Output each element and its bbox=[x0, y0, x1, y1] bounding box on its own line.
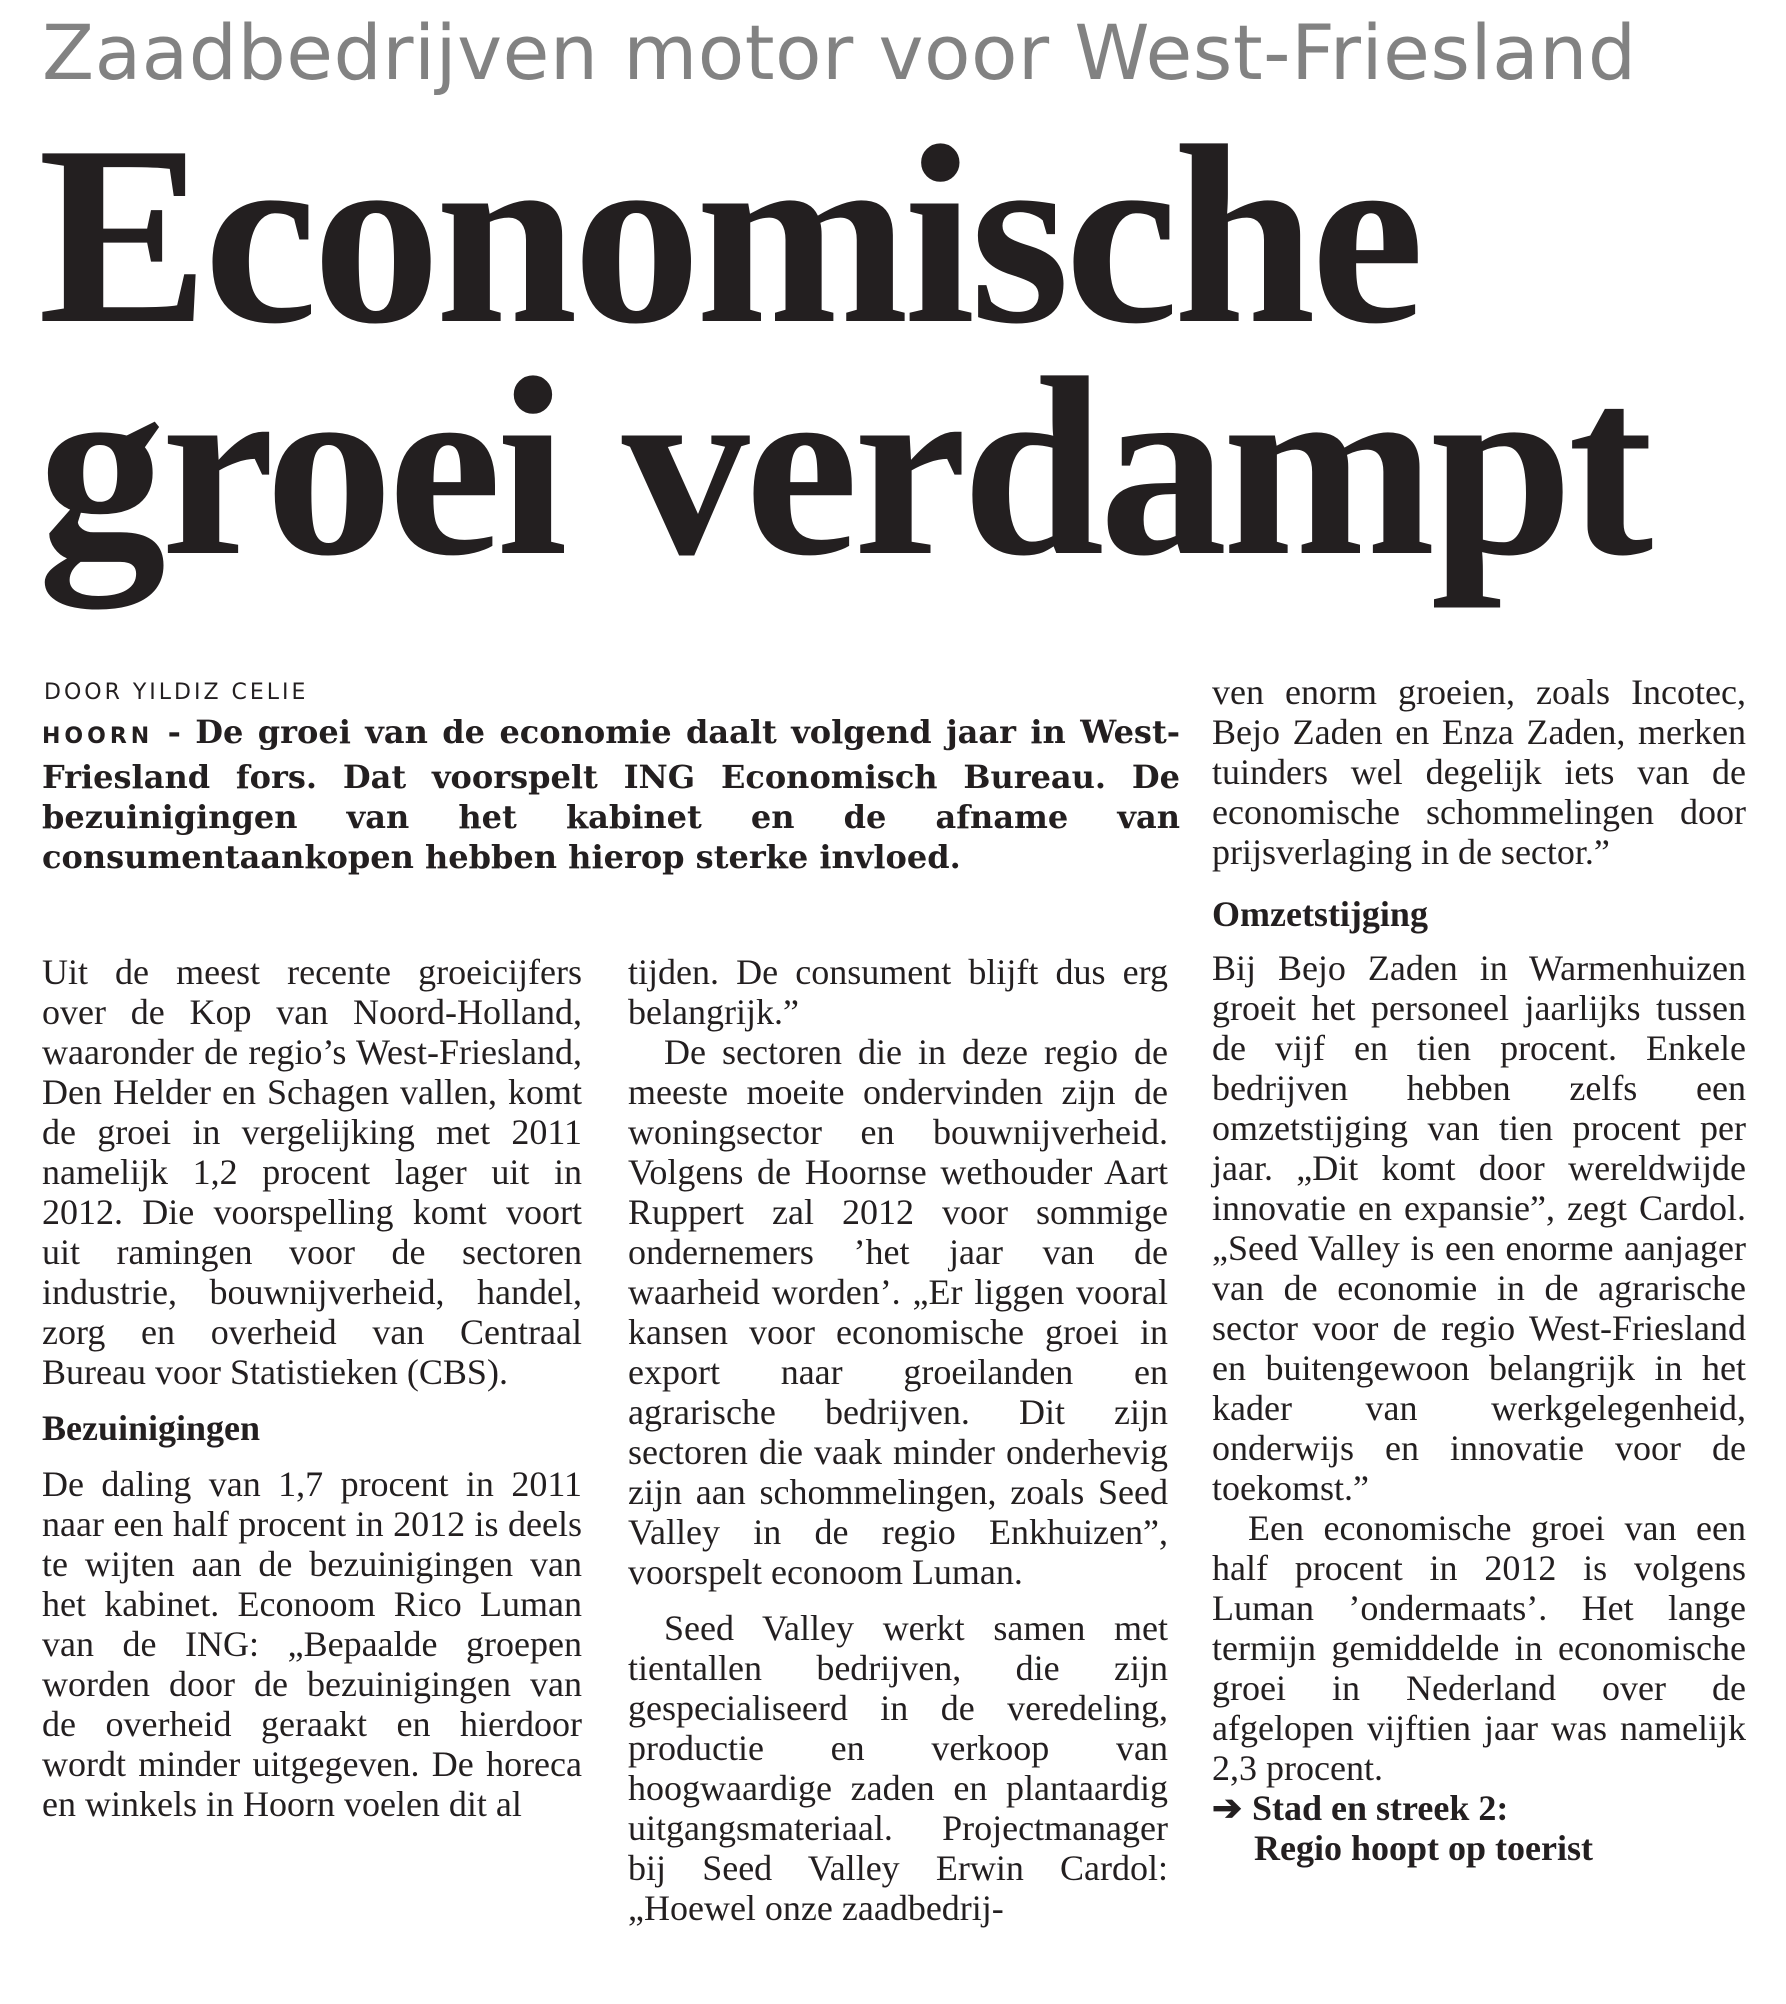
arrow-right-icon: ➔ bbox=[1212, 1788, 1243, 1828]
col2-paragraph-3: Seed Valley werkt samen met tientallen bedrijven, die zijn gespecialiseerd in de veredeling, productie en verkoop van hoogwaardige zaden en plantaardig uitgangsmateriaal. Projectmanager bij Seed Valley Erwin Cardol: „Hoewel onze zaadbedrij- bbox=[628, 1608, 1168, 1928]
kicker: Zaadbedrijven motor voor West-Friesland bbox=[42, 8, 1637, 97]
intro-text: - De groei van de economie daalt volgend jaar in West-Friesland fors. Dat voorspelt ING Economisch Bureau. De bezuinigingen van het kabinet en de afname van consumentaankopen hebben hierop sterke invloed. bbox=[42, 713, 1180, 876]
subhead-omzetstijging: Omzetstijging bbox=[1212, 894, 1428, 934]
cross-reference-title: Regio hoopt op toerist bbox=[1254, 1828, 1593, 1868]
col3-paragraph-1: ven enorm groeien, zoals Incotec, Bejo Zaden en Enza Zaden, merken tuinders wel degelijk iets van de economische schommelingen door prijsverlaging in de sector.” bbox=[1212, 672, 1746, 872]
column-2 bbox=[628, 952, 1168, 1928]
cross-reference-section: Stad en streek 2: bbox=[1252, 1788, 1509, 1828]
col2-paragraph-1: tijden. De consument blijft dus erg belangrijk.” bbox=[628, 952, 1168, 1032]
col1-paragraph-2: De daling van 1,7 procent in 2011 naar een half procent in 2012 is deels te wijten aan de bezuinigingen van het kabinet. Econoom Rico Luman van de ING: „Bepaalde groepen worden door de bezuinigingen van de overheid geraakt en hierdoor wordt minder uitgegeven. De horeca en winkels in Hoorn voelen dit al bbox=[42, 1464, 582, 1824]
col2-paragraph-2: De sectoren die in deze regio de meeste moeite ondervinden zijn de woningsector en bouwnijverheid. Volgens de Hoornse wethouder Aart Ruppert zal 2012 voor sommige ondernemers ’het jaar van de waarheid worden’. „Er liggen vooral kansen voor economische groei in export naar groeilanden en agrarische bedrijven. Dit zijn sectoren die vaak minder onderhevig zijn aan schommelingen, zoals Seed Valley in de regio Enkhuizen”, voorspelt econoom Luman. bbox=[628, 1032, 1168, 1592]
headline-line-1: Economische bbox=[38, 94, 1420, 377]
column-1 bbox=[42, 952, 582, 1824]
col3-paragraph-3: Een economische groei van een half procent in 2012 is volgens Luman ’ondermaats’. Het lange termijn gemiddelde in economische groei in Nederland over de afgelopen vijftien jaar was namelijk 2,3 procent. bbox=[1212, 1508, 1746, 1788]
subhead-bezuinigingen: Bezuinigingen bbox=[42, 1408, 261, 1448]
dateline-place: HOORN bbox=[42, 724, 154, 749]
byline: DOOR YILDIZ CELIE bbox=[44, 680, 309, 705]
headline bbox=[38, 94, 1758, 609]
col1-paragraph-1: Uit de meest recente groeicijfers over de Kop van Noord-Holland, waaronder de regio’s West-Friesland, Den Helder en Schagen vallen, komt de groei in vergelijking met 2011 namelijk 1,2 procent lager uit in 2012. Die voorspelling komt voort uit ramingen voor de sectoren industrie, bouwnijverheid, handel, zorg en overheid van Centraal Bureau voor Statistieken (CBS). bbox=[42, 952, 582, 1392]
intro-paragraph bbox=[42, 712, 1180, 877]
headline-line-2: groei verdampt bbox=[38, 326, 1649, 609]
column-3 bbox=[1212, 672, 1746, 1868]
col3-paragraph-2: Bij Bejo Zaden in Warmenhuizen groeit het personeel jaarlijks tussen de vijf en tien procent. Enkele bedrijven hebben zelfs een omzetstijging van tien procent per jaar. „Dit komt door wereldwijde innovatie en expansie”, zegt Cardol. „Seed Valley is een enorme aanjager van de economie in de agrarische sector voor de regio West-Friesland en buitengewoon belangrijk in het kader van werkgelegenheid, onderwijs en innovatie voor de toekomst.” bbox=[1212, 948, 1746, 1508]
cross-reference bbox=[1212, 1788, 1746, 1868]
